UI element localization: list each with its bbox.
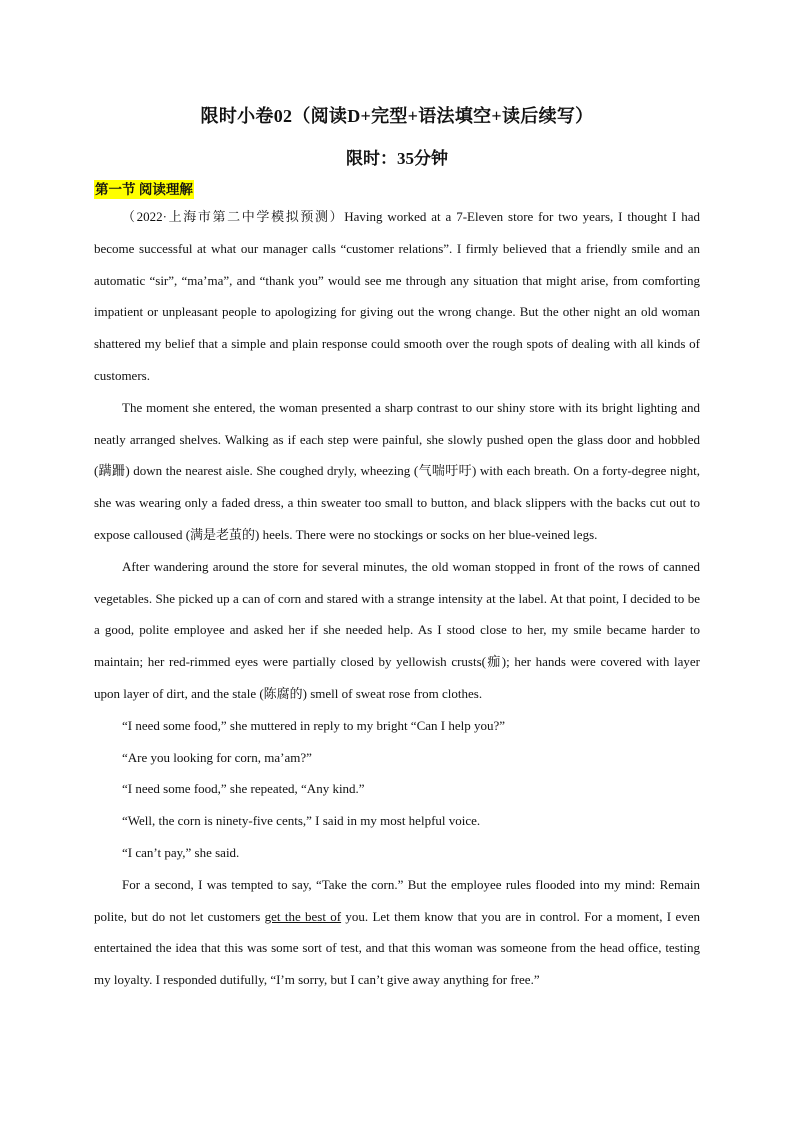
dialogue-line-4: “Well, the corn is ninety-five cents,” I said in my most helpful voice. [122, 813, 481, 829]
paragraph-4 [94, 869, 700, 996]
paragraph-4-start: For a second, I was tempted to say, “Take the corn.” But the employee rules flooded into my mind: Remain polite, but do not let customers [94, 876, 700, 924]
section-label: 第一节 阅读理解 [95, 182, 193, 197]
paragraph-1: （2022·上海市第二中学模拟预测）Having worked at a 7-Eleven store for two years, I thought I had become successful at what our manager calls “customer relations”. I firmly believed that a friendly smile and an automatic “sir”, “ma’ma”, and “thank you” would see me through any situation that might arise, from comforting impatient or unpleasant people to apologizing for giving out the wrong change. But the other night an old woman shattered my belief that a simple and plain response could smooth over the rough spots of dealing with all kinds of customers. [94, 209, 700, 383]
time-limit: 限时：35分钟 [346, 149, 448, 168]
dialogue-line-5: “I can’t pay,” she said. [122, 844, 240, 860]
dialogue-line-3: “I need some food,” she repeated, “Any kind.” [122, 781, 365, 797]
reading-passage [94, 201, 700, 996]
underlined-phrase: get the best of [264, 908, 342, 924]
document-title: 限时小卷02（阅读D+完型+语法填空+读后续写） [200, 106, 594, 126]
paragraph-3: After wandering around the store for several minutes, the old woman stopped in front of the rows of canned vegetables. She picked up a can of corn and stared with a strange intensity at the label. At that point, I decided to be a good, polite employee and asked her if she needed help. As I stood close to her, my smile became harder to maintain; her red-rimmed eyes were partially closed by yellowish crusts(痂); her hands were covered with layer upon layer of dirt, and the stale (陈腐的) smell of sweat rose from clothes. [94, 558, 700, 701]
paragraph-2: The moment she entered, the woman presented a sharp contrast to our shiny store with its bright lighting and neatly arranged shelves. Walking as if each step were painful, she slowly pushed open the glass door and hobbled (蹒跚) down the nearest aisle. She coughed dryly, wheezing (气喘吁吁) with each breath. On a forty-degree night, she was wearing only a faded dress, a thin sweater too small to button, and black slippers with the backs cut out to expose calloused (满是老茧的) heels. There were no stockings or socks on her blue-veined legs. [94, 399, 700, 542]
dialogue-line-1: “I need some food,” she muttered in reply to my bright “Can I help you?” [122, 717, 506, 733]
dialogue-line-2: “Are you looking for corn, ma’am?” [122, 749, 312, 765]
paragraph-4-end: you. Let them know that you are in control. For a moment, I even entertained the idea that this was some sort of test, and that this woman was someone from the head office, testing my loyalty. I responded dutifully, “I’m sorry, but I can’t give away anything for free.” [94, 908, 700, 988]
